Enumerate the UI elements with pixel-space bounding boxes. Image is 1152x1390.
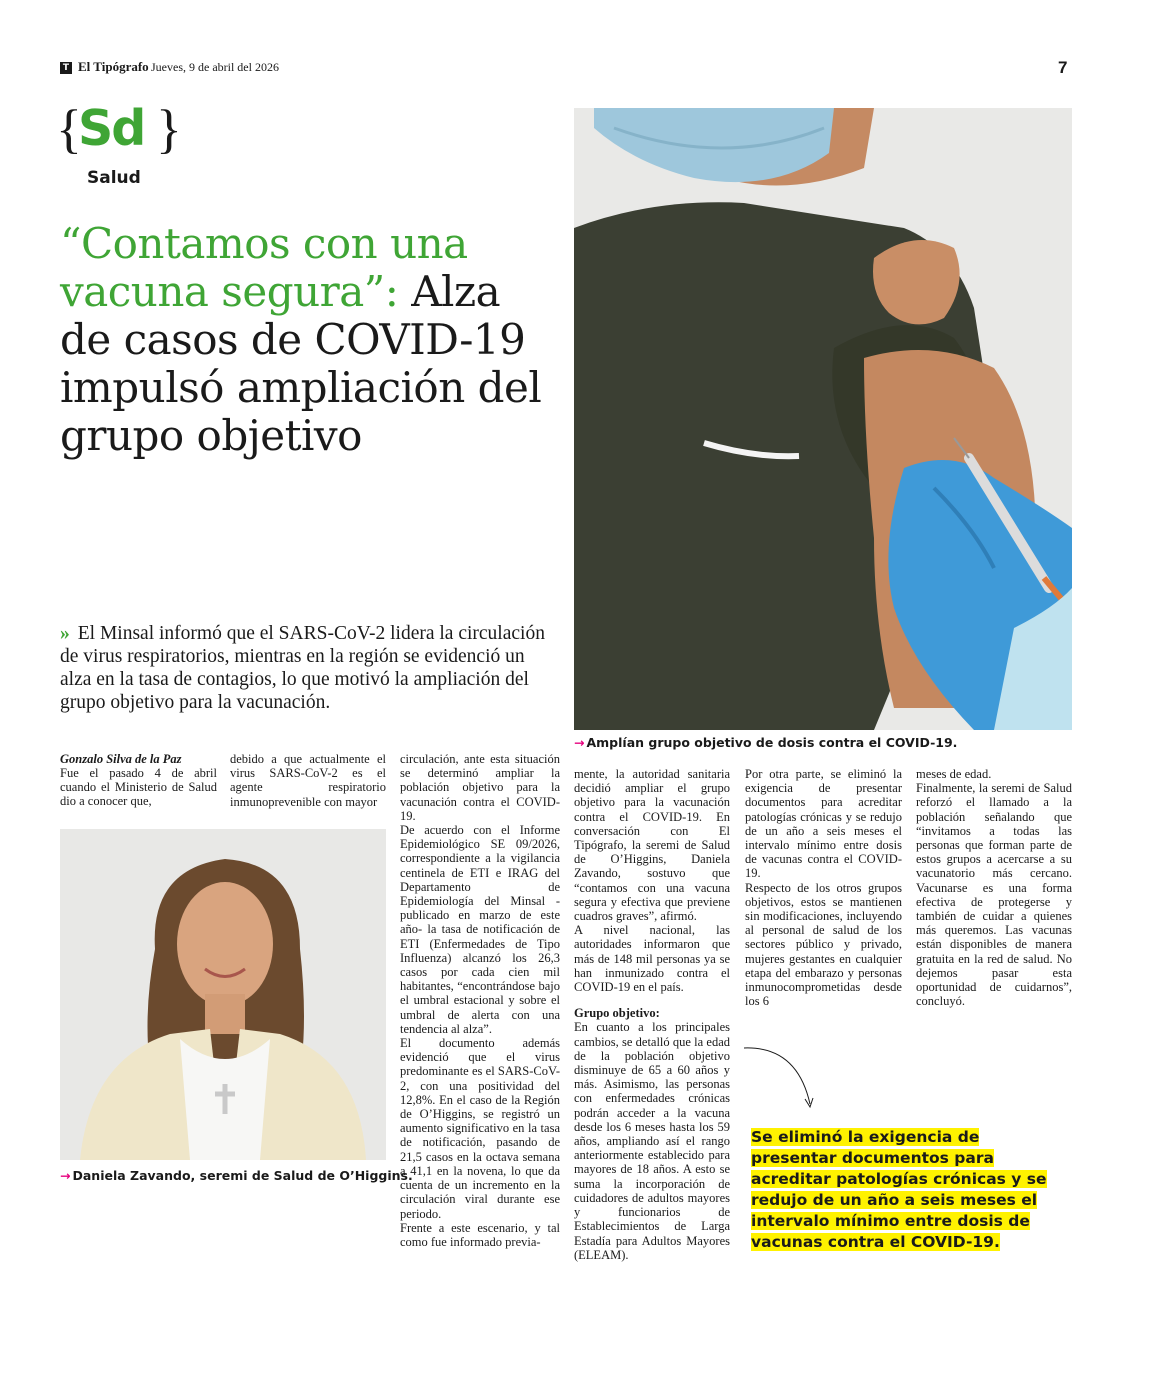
section-name: Salud [87,168,141,188]
col6-paragraph-2: Finalmente, la seremi de Salud reforzó el llamado a la población señalando que “invitamos a todas las personas que forman parte de estos grupos a acercarse a su vacunatorio más cercano. Vacunarse es una forma efectiva de protegerse y también de cuidar a quienes más queremos. Las vacunas están disponibles de manera gratuita en la red de salud. No dejemos pasar esta oportunidad de cuidarnos”, concluyó. [916,781,1072,1009]
article-column-3 [400,752,560,1249]
headline-quote: “Contamos con una vacuna segura”: [60,219,468,316]
col5-paragraph-2: Respecto de los otros grupos objetivos, estos se mantienen sin modificaciones, incluyendo al personal de salud de los sectores público y privado, mujeres gestantes en cualquier etapa del embarazo y personas inmunocomprometidas desde los 6 [745,880,902,1009]
pull-quote [751,1127,1061,1253]
col5-paragraph-1: Por otra parte, se eliminó la exigencia de presentar documentos para acreditar patologías crónicas y se redujo de un año a seis meses el intervalo mínimo entre dosis de vacunas contra el COVID-19. [745,767,902,881]
main-caption-text: Amplían grupo objetivo de dosis contra el COVID-19. [586,735,958,750]
headline-rest: Alza de casos de COVID-19 impulsó ampliación del grupo objetivo [60,267,542,460]
article-column-1 [60,766,217,809]
article-column-4 [574,767,730,1262]
col4-paragraph-1: mente, la autoridad sanitaria decidió ampliar el grupo objetivo para la vacunación contra el COVID-19. En conversación con El Tipógrafo, la seremi de Salud de O’Higgins, Daniela Zavando, sostuvo que “contamos con una vacuna segura y efectiva que previene cuadros graves”, afirmó. [574,767,730,924]
portrait-illustration [60,829,386,1160]
col4-subheading: Grupo objetivo: [574,1006,660,1021]
col6-paragraph-1: meses de edad. [916,767,992,781]
author-byline: Gonzalo Silva de la Paz [60,752,182,766]
caption-arrow-icon: → [60,1168,71,1183]
portrait-caption-text: Daniela Zavando, seremi de Salud de O’Higgins. [72,1168,413,1183]
vaccination-illustration [574,108,1072,730]
col3-paragraph-2: De acuerdo con el Informe Epidemiológico SE 09/2026, correspondiente a la vigilancia centinela de ETI e IRAG del Departamento de Epidemiología del Minsal -publicado en marzo de este año- la tasa de notificación de ETI (Enfermedades de Tipo Influenza) alcanzó los 26,3 casos por cada cien mil habitantes, “encontrándose bajo el umbral estacional y sobre el umbral de alerta con una tendencia al alza”. [400,823,560,1036]
article-column-5 [745,767,902,1008]
pull-quote-text: Se eliminó la exigencia de presentar documentos para acreditar patologías crónicas y se redujo de un año a seis meses el intervalo mínimo entre dosis de vacunas contra el COVID-19. [751,1128,1047,1251]
col2-paragraph: debido a que actualmente el virus SARS-CoV-2 es el agente respiratorio inmunoprevenible con mayor [230,752,386,809]
lead-text: El Minsal informó que el SARS-CoV-2 lidera la circulación de virus respiratorios, mientras en la región se evidenció un alza en la tasa de contagios, lo que motivó la ampliación del grupo objetivo para la vacunación. [60,623,545,713]
col3-paragraph-3: El documento además evidenció que el virus predominante es el SARS-CoV-2, con una positividad del 12,8%. En el caso de la Región de O’Higgins, se registró un aumento significativo en la tasa de notificación, pasando de 21,5 casos en la octava semana a 41,1 en la novena, lo que da cuenta de un incremento en la circulación viral durante ese periodo. [400,1036,560,1221]
lead-paragraph [60,622,560,714]
col1-paragraph: Fue el pasado 4 de abril cuando el Ministerio de Salud dio a conocer que, [60,766,217,809]
portrait-photo [60,829,386,1160]
lead-marker-icon: » [60,623,70,644]
section-brace-close: } [156,99,182,159]
page-number: 7 [1058,58,1068,77]
col4-paragraph-3: En cuanto a los principales cambios, se detalló que la edad de la población objetivo disminuye de 65 a 60 años y más. Asimismo, las personas con enfermedades crónicas podrán acceder a la vacuna desde los 6 meses hasta los 59 años, ampliando así el rango anteriormente establecido para mayores de 18 años. A esto se suma la incorporación de cuidadores de adultos mayores y funcionarios de Establecimientos de Larga Estadía para Adultos Mayores (ELEAM). [574,1020,730,1262]
issue-date: Jueves, 9 de abril del 2026 [151,60,279,74]
newspaper-name: El Tipógrafo [78,59,149,74]
col3-paragraph-4: Frente a este escenario, y tal como fue informado previa- [400,1220,560,1249]
vaccination-photo [574,108,1072,730]
article-column-6 [916,767,1072,1008]
portrait-caption [60,1168,413,1183]
col3-paragraph-1: circulación, ante esta situación se determinó ampliar la población objetivo para la vacunación contra el COVID-19. [400,752,560,823]
headline [60,220,560,460]
section-brace-open: { [56,99,82,159]
article-column-2 [230,752,386,809]
col4-paragraph-2: A nivel nacional, las autoridades informaron que más de 148 mil personas ya se han inmunizado contra el COVID-19 en el país. [574,923,730,995]
main-photo-caption [574,735,957,750]
newspaper-logo-icon: T [60,62,72,74]
section-code: Sd [78,100,145,157]
callout-arrow-icon [742,1044,822,1114]
caption-arrow-icon: → [574,735,585,750]
